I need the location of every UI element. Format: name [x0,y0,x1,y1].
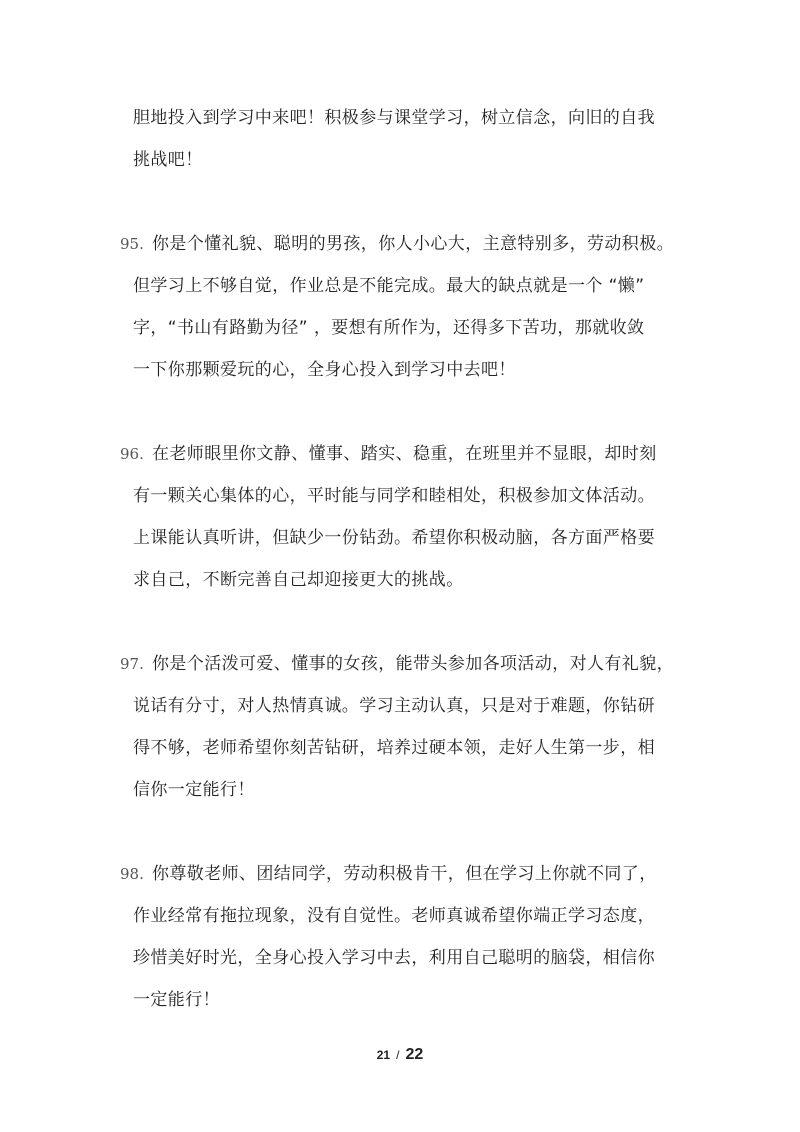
continuation-line: 挑战吧！ [133,150,203,170]
paragraph-line: 上课能认真听讲，但缺少一份钻劲。希望你积极动脑，各方面严格要 [133,528,655,548]
paragraph-line: 求自己，不断完善自己却迎接更大的挑战。 [133,570,464,590]
paragraph-line: 你尊敬老师、团结同学，劳动积极肯干，但在学习上你就不同了， [152,864,657,884]
total-pages-number: 22 [405,1046,424,1063]
paragraph-line: 在老师眼里你文静、懂事、踏实、稳重，在班里并不显眼，却时刻 [152,444,657,464]
paragraph-line: 珍惜美好时光，全身心投入学习中去，利用自己聪明的脑袋，相信你 [133,948,655,968]
paragraph-line: 你是个懂礼貌、聪明的男孩，你人小心大，主意特别多，劳动积极。 [152,234,674,254]
page-indicator [0,1046,800,1064]
paragraph-line: 一下你那颗爱玩的心，全身心投入到学习中去吧！ [133,360,516,380]
current-page-number: 21 [376,1048,391,1062]
paragraph-line: 但学习上不够自觉，作业总是不能完成。最大的缺点就是一个 “懒” [133,276,645,296]
paragraph-number: 95. [120,235,144,253]
paragraph-number: 96. [120,445,144,463]
paragraph-line: 作业经常有拖拉现象，没有自觉性。老师真诚希望你端正学习态度， [133,906,655,926]
paragraph-line: 字，“书山有路勤为径” ，要想有所作为，还得多下苦功，那就收敛 [133,318,645,338]
paragraph-line: 你是个活泼可爱、懂事的女孩，能带头参加各项活动，对人有礼貌， [152,654,674,674]
continuation-line: 胆地投入到学习中来吧！积极参与课堂学习，树立信念，向旧的自我 [133,108,655,128]
page-separator: / [396,1048,400,1062]
paragraph-line: 说话有分寸，对人热情真诚。学习主动认真，只是对于难题，你钻研 [133,696,655,716]
paragraph-line: 信你一定能行！ [133,780,255,800]
paragraph-number: 98. [120,865,144,883]
paragraph-number: 97. [120,655,144,673]
paragraph-line: 一定能行！ [133,990,220,1010]
paragraph-line: 有一颗关心集体的心，平时能与同学和睦相处，积极参加文体活动。 [133,486,655,506]
paragraph-line: 得不够，老师希望你刻苦钻研，培养过硬本领，走好人生第一步，相 [133,738,655,758]
